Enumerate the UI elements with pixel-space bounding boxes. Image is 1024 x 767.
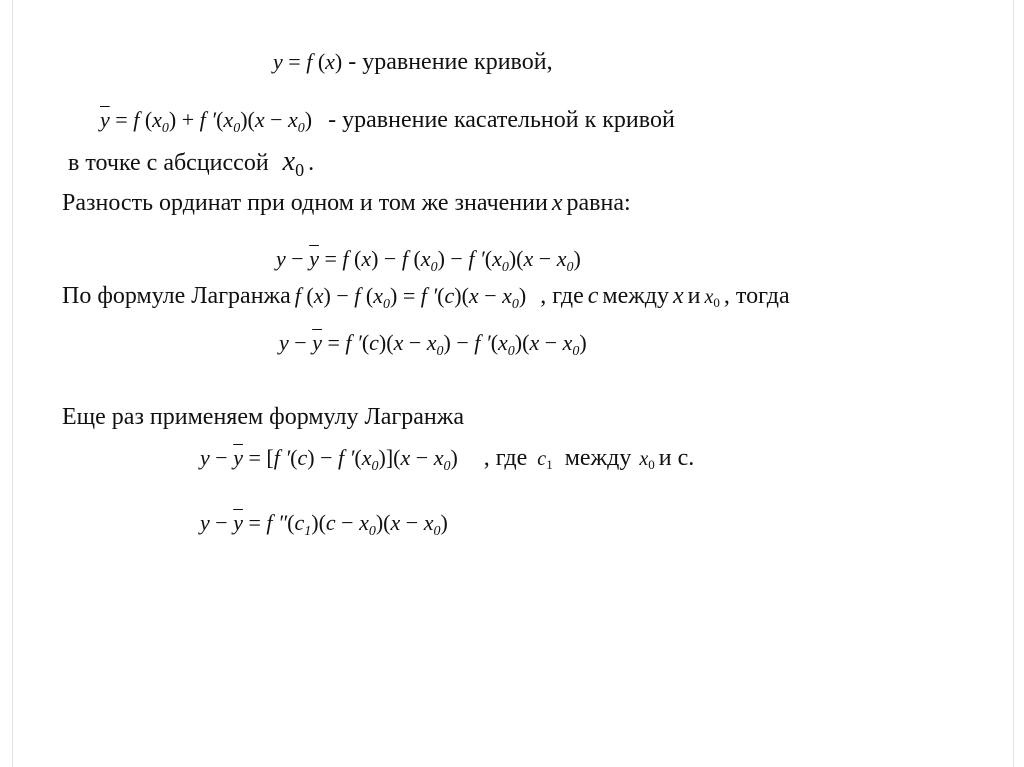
lagrange-var-c: c [587, 283, 599, 309]
ordinate-difference-text-end: равна: [566, 190, 631, 216]
lagrange-where: , где [540, 283, 584, 309]
second-lagrange-between: между [564, 445, 632, 471]
curve-equation-text: - уравнение кривой, [342, 49, 553, 75]
curve-equation-line [273, 50, 553, 74]
second-lagrange-x0: $x_0$ [639, 448, 655, 472]
lagrange-result-line [279, 330, 587, 359]
curve-equation-formula: y = f (x) [273, 49, 343, 74]
second-lagrange-and-c: и с. [658, 445, 695, 471]
abscissa-x0: $x_0$ [282, 146, 305, 180]
lagrange-between: между [602, 283, 670, 309]
ordinate-difference-var: x [551, 190, 563, 216]
lagrange-var-x: x [673, 283, 684, 309]
lagrange-formula: f (x) − f $(x_0) = f$ $'(c)(x - x_0)$ [294, 283, 527, 312]
lagrange-text: По формуле Лагранжа [62, 283, 291, 309]
final-formula-line [200, 510, 448, 539]
lagrange-and: и [687, 283, 701, 309]
second-lagrange-c1: $c_1$ [537, 448, 553, 472]
second-lagrange-where: , где [483, 445, 528, 471]
final-formula: $y - \overline{y} = f$ $''(c_1)(c - x_0)(x - x_0)$ [200, 510, 448, 539]
tangent-point-text: в точке с абсциссой [68, 150, 269, 176]
second-lagrange-text: Еще раз применяем формулу Лагранжа [62, 404, 464, 430]
ordinate-difference-line [62, 191, 631, 215]
tangent-equation-formula: $\overline{y} = f$ $(x_0) + f$ $'(x_0)(x - x_0)$ [100, 107, 313, 136]
lagrange-x0: $x_0$ [704, 286, 720, 310]
difference-formula-line [276, 246, 581, 275]
lagrange-result-formula: $y - \overline{y} = f$ $'(c)(x - x_0) - f$ $'(x_0)(x - x_0)$ [279, 330, 587, 359]
tangent-point-end: . [308, 150, 315, 176]
tangent-equation-line [100, 107, 675, 136]
tangent-equation-text: - уравнение касательной к кривой [322, 107, 675, 133]
second-lagrange-line [62, 405, 464, 429]
lagrange-line [62, 283, 790, 312]
difference-formula: $y - \overline{y} = f$ (x) − f $(x_0) - f$ $'(x_0)(x - x_0)$ [276, 246, 581, 275]
second-lagrange-formula: $y - \overline{y} = [f$ ′(c) − f $'(x_0)](x - x_0)$ [200, 445, 458, 474]
lagrange-then: , тогда [723, 283, 790, 309]
tangent-point-line [68, 146, 315, 180]
second-lagrange-formula-line [200, 445, 695, 474]
ordinate-difference-text: Разность ординат при одном и том же значении [62, 190, 548, 216]
